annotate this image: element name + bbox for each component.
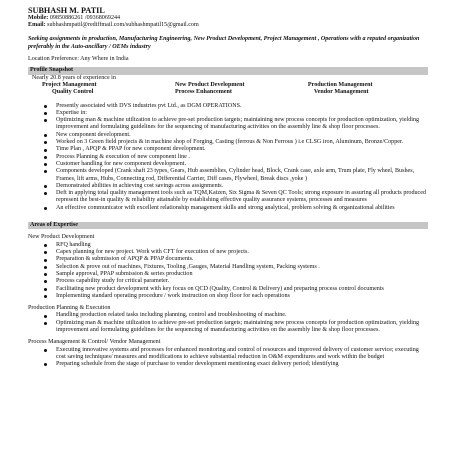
email-value: subhashmpatil@rediffmail.com/subhashmpatil15@gmail.com	[45, 22, 199, 29]
core-areas-row-1	[28, 82, 428, 89]
list-item: Implementing standard operating procedure / work instruction on shop floor for each operations	[28, 293, 428, 300]
list-item: Executing innovative systems and processes for enhanced monitoring and control of resources and improved delivery of customer service; executing cost saving techniques/ measures and modifications to achieve substantial reduction in O&M expenditures and work within the budget	[28, 347, 428, 362]
production-bullet-list	[28, 312, 428, 334]
spacer	[28, 212, 428, 220]
candidate-name: SUBHASH M. PATIL	[28, 6, 105, 15]
list-item: Sample approval, PPAP submission & series production	[28, 271, 428, 278]
list-item: Customer handling for new component development.	[28, 161, 428, 168]
list-item: Capex planning for new project. Work with CFT for execution of new projects.	[28, 249, 428, 256]
section-heading: Production Planning & Execution	[28, 305, 111, 312]
profile-bullet-list	[28, 103, 428, 212]
profile-snapshot-heading: Profile Snapshot	[28, 67, 428, 74]
core-area: Vendor Management	[313, 89, 369, 96]
list-item: Optimizing man & machine utilization to achieve pre-set production targets; maintaining new process concepts for production optimization, yielding improvement and formulating guidelines for the sequencing of manufacturing activities on the assembly line & shop floor processes.	[28, 320, 428, 335]
section-heading: Process Management & Control/ Vendor Management	[28, 339, 161, 346]
npd-bullet-list	[28, 242, 428, 300]
list-item: Process Planning & execution of new component line .	[28, 154, 428, 161]
list-item: Presently associated with DVS industries pvt Ltd., as DGM OPERATIONS.	[28, 103, 428, 110]
core-area: Process Enhancement	[175, 89, 232, 96]
mobile-value: 09850886261 /09368069244	[48, 15, 121, 21]
career-objective: Seeking assignments in production, Manufacturing Engineering, New Product Development, Project Management , Operations with a reputed organization preferably in the Auto-ancillary / OEMs industry	[28, 36, 420, 50]
areas-of-expertise-heading: Areas of Expertise	[28, 222, 428, 229]
list-item: RFQ handling	[28, 242, 428, 249]
list-item: Preparing schedule from the stage of purchase to vendor development mentioning exact delivery period; identifying	[28, 361, 428, 368]
core-area: New Product Development	[174, 81, 245, 88]
list-item: Expertise in:	[28, 110, 428, 117]
list-item: Components developed (Crank shaft 23 types, Gears, Hub assemblies, Cylinder head, Block, Crank case, axle arm, Trum plate, Fly wheel, Bushes, Frames, lift arms, Hubs, Connecting rod, Differential Carrier, Diff cases, Flywheel, Break discs ,yoke )	[28, 168, 428, 183]
list-item: Time Plan , APQP & PPAP for new component development.	[28, 146, 428, 153]
list-item: Optimizing man & machine utilization to achieve pre-set production targets; maintaining new process concepts for production optimization, yielding improvement and formulating guidelines for the sequencing of manufacturing activities on the assembly line & shop floor processes.	[28, 117, 428, 132]
list-item: Deft in applying total quality management tools such as TQM,Kaizen, Six Sigma & Seven QC Tools; strong exposure in assuring all products produced represent the best-in quality & reliability attainable by establishing effective quality assurance systems, processes and measures	[28, 190, 428, 205]
list-item: Selection & prove out of machines, Fixtures, Tooling ,Gauges, Material Handling system, Packing systems .	[28, 264, 428, 271]
core-area: Quality Control	[52, 89, 94, 96]
list-item: Demonstrated abilities in achieving cost savings across assignments.	[28, 183, 428, 190]
list-item: Facilitating new product development with key focus on QCD (Quality, Control & Delivery) and preparing process control documents	[28, 286, 428, 293]
mobile-label: Mobile:	[28, 15, 49, 21]
process-bullet-list	[28, 347, 428, 369]
experience-line: Nearly 20.8 years of experience in	[32, 74, 116, 81]
location-preference: Location Preference: Any Where in India	[28, 56, 129, 62]
core-areas-row-2	[28, 89, 428, 96]
list-item: Worked on 3 Green field projects & in machine shop of Forging, Casting (ferrous & Non Ferrous ) i.e CLSG iron, Aluminum, Bronze/Copper.	[28, 139, 428, 146]
list-item: New component development.	[28, 132, 428, 139]
resume-page	[28, 4, 428, 368]
section-heading: New Product Development	[28, 234, 95, 241]
email-label: Email:	[28, 22, 46, 29]
email-line	[28, 22, 428, 29]
core-area: Project Management	[42, 81, 97, 88]
list-item: An effective communicator with excellent relationship management skills and strong analytical, problem solving & organizational abilities	[28, 205, 428, 212]
list-item: Process capability study for critical parameter.	[28, 278, 428, 285]
core-area: Production Management	[307, 81, 373, 88]
list-item: Preparation & submission of APQP & PPAP documents.	[28, 256, 428, 263]
list-item: Handling production related tasks including planning, control and troubleshooting of machine.	[28, 312, 428, 319]
